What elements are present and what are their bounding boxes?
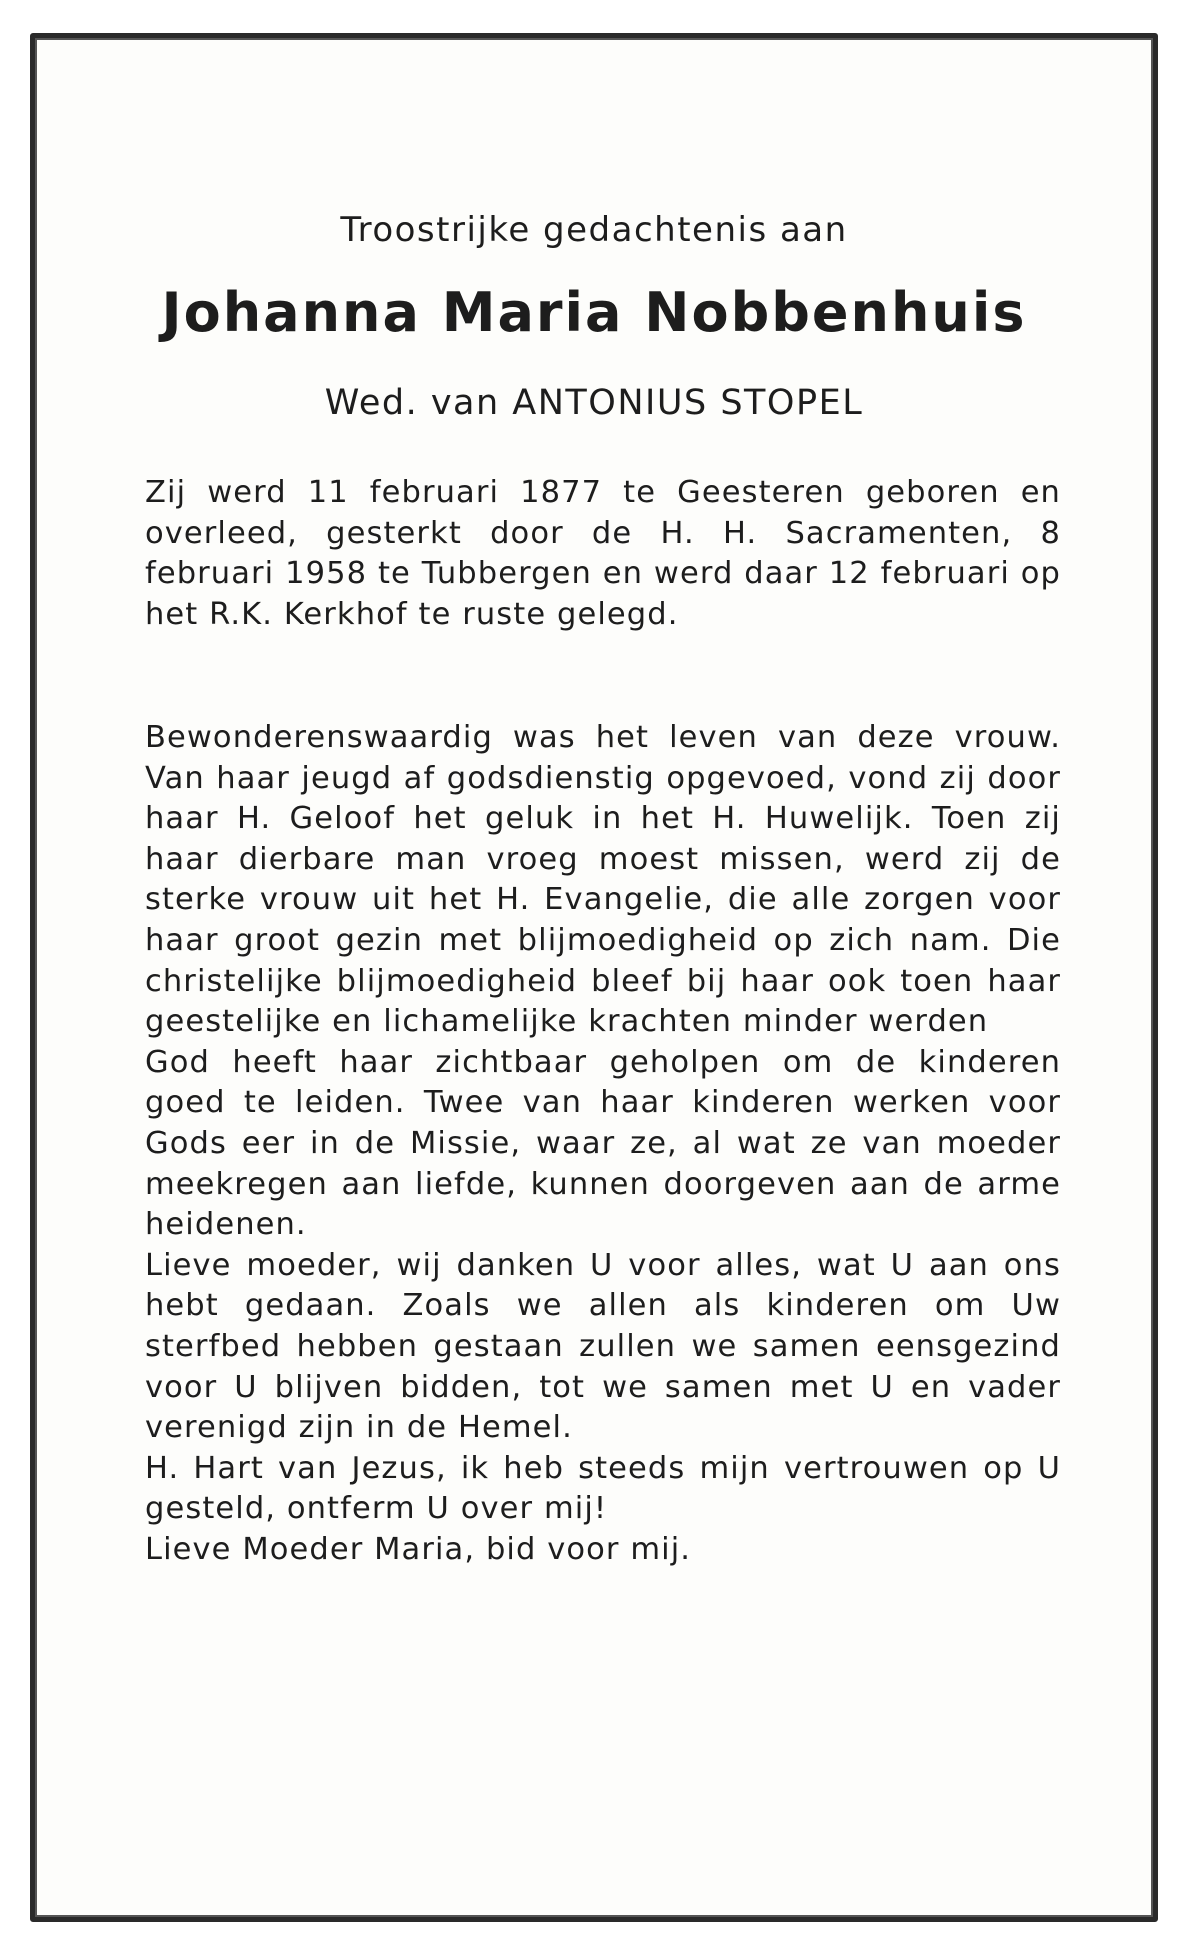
card-intro: Troostrijke gedachtenis aan	[340, 210, 848, 250]
paragraph: Bewonderenswaardig was het leven van deze vrouw. Van haar jeugd af godsdienstig opgevoed, vond zij door haar H. Geloof het geluk in het H. Huwelijk. Toen zij haar dierbare man vroeg moest missen, werd zij de sterke vrouw uit het H. Evangelie, die alle zorgen voor haar groot gezin met blijmoedigheid op zich nam. Die christelijke blijmoedigheid bleef bij haar ook toen haar geestelijke en lichamelijke krachten minder werden	[145, 720, 1061, 1040]
paragraph: God heeft haar zichtbaar geholpen om de kinderen goed te leiden. Twee van haar kinderen werken voor Gods eer in de Missie, waar ze, al wat ze van moeder meekregen aan liefde, kunnen doorgeven aan de arme heidenen.	[145, 1044, 1061, 1243]
birth-death-paragraph	[145, 473, 1061, 635]
paragraph: Lieve Moeder Maria, bid voor mij.	[145, 1531, 692, 1567]
deceased-name: Johanna Maria Nobbenhuis	[161, 281, 1027, 344]
memorial-card	[30, 33, 1158, 1922]
paragraph: Zij werd 11 februari 1877 te Geesteren geboren en overleed, gesterkt door de H. H. Sacramenten, 8 februari 1958 te Tubbergen en werd daar 12 februari op het R.K. Kerkhof te ruste gelegd.	[145, 475, 1061, 632]
paragraph: Lieve moeder, wij danken U voor alles, wat U aan ons hebt gedaan. Zoals we allen als kinderen om Uw sterfbed hebben gestaan zullen we samen eensgezind voor U blijven bidden, tot we samen met U en vader verenigd zijn in de Hemel.	[145, 1247, 1061, 1446]
widow-of-line: Wed. van ANTONIUS STOPEL	[324, 383, 864, 423]
paragraph: H. Hart van Jezus, ik heb steeds mijn vertrouwen op U gesteld, ontferm U over mij!	[145, 1450, 1061, 1527]
life-text-block	[145, 718, 1061, 1570]
